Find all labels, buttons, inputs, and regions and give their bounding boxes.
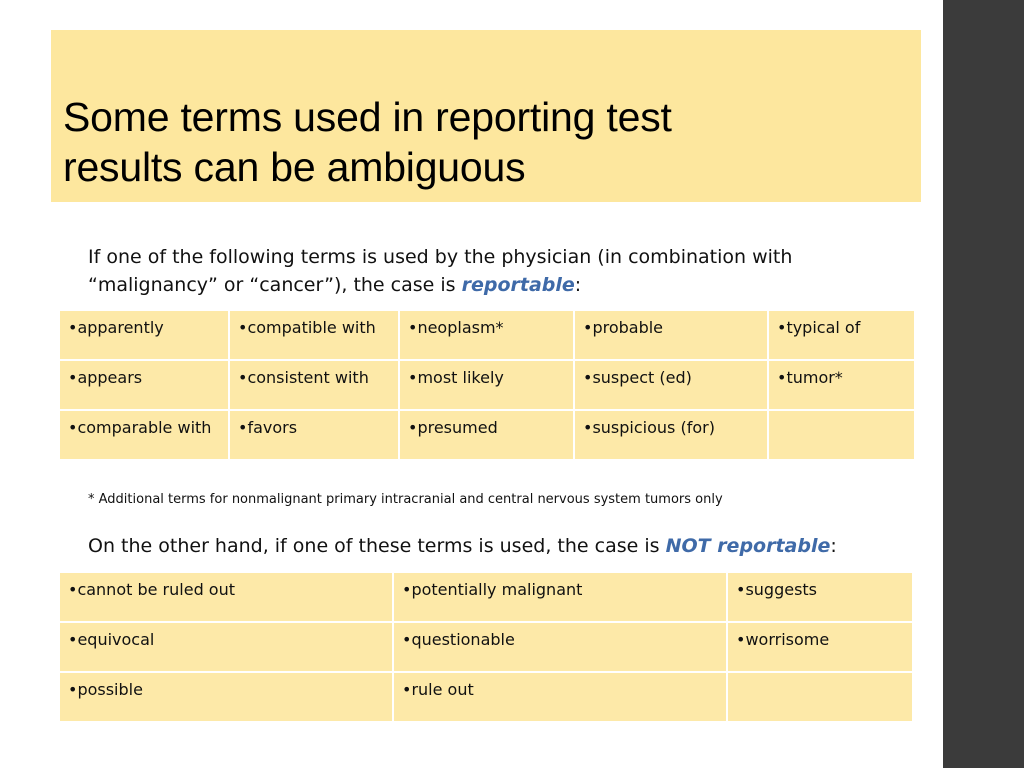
reportable-term-cell: •favors: [230, 411, 398, 459]
reportable-terms-table: [58, 309, 916, 461]
reportable-term-cell: •presumed: [400, 411, 573, 459]
not-reportable-term-cell: •worrisome: [728, 623, 912, 671]
not-reportable-term-cell: •suggests: [728, 573, 912, 621]
reportable-term-cell: •neoplasm*: [400, 311, 573, 359]
reportable-term-cell: •typical of: [769, 311, 914, 359]
reportable-term-cell: •suspicious (for): [575, 411, 767, 459]
reportable-term-row: [60, 411, 914, 459]
reportable-term-cell: •appears: [60, 361, 228, 409]
reportable-term-cell: •apparently: [60, 311, 228, 359]
intro-text: If one of the following terms is used by the physician (in combination with “malignancy” or “cancer”), the case is: [88, 246, 793, 296]
side-bar: [943, 0, 1024, 768]
not-reportable-term-cell: •questionable: [394, 623, 726, 671]
reportable-term-cell: [769, 411, 914, 459]
not-reportable-terms-table: [58, 571, 914, 723]
footnote: * Additional terms for nonmalignant primary intracranial and central nervous system tumors only: [88, 492, 723, 507]
not-reportable-terms-body: [60, 573, 912, 721]
reportable-term-row: [60, 361, 914, 409]
reportable-term-cell: •tumor*: [769, 361, 914, 409]
not-reportable-term-row: [60, 673, 912, 721]
reportable-terms-body: [60, 311, 914, 459]
not-reportable-paragraph: [88, 532, 837, 560]
reportable-term-cell: •probable: [575, 311, 767, 359]
reportable-term-cell: •consistent with: [230, 361, 398, 409]
intro-paragraph: [88, 243, 908, 299]
not-reportable-term-cell: •potentially malignant: [394, 573, 726, 621]
not-reportable-term-cell: [728, 673, 912, 721]
reportable-term-cell: •most likely: [400, 361, 573, 409]
slide-title: [63, 92, 672, 192]
not-reportable-term-cell: •rule out: [394, 673, 726, 721]
not-reportable-text: On the other hand, if one of these terms is used, the case is: [88, 535, 666, 557]
not-reportable-term-cell: •equivocal: [60, 623, 392, 671]
not-reportable-term-row: [60, 623, 912, 671]
slide-title-line-1: Some terms used in reporting test: [63, 94, 672, 140]
title-box: [51, 30, 921, 202]
not-reportable-term-cell: •cannot be ruled out: [60, 573, 392, 621]
not-reportable-term-row: [60, 573, 912, 621]
not-reportable-colon: :: [830, 535, 837, 557]
reportable-emphasis: reportable: [461, 274, 575, 296]
reportable-term-row: [60, 311, 914, 359]
not-reportable-term-cell: •possible: [60, 673, 392, 721]
slide-title-line-2: results can be ambiguous: [63, 144, 526, 190]
intro-colon: :: [574, 274, 582, 296]
reportable-term-cell: •compatible with: [230, 311, 398, 359]
reportable-term-cell: •comparable with: [60, 411, 228, 459]
reportable-term-cell: •suspect (ed): [575, 361, 767, 409]
not-reportable-emphasis: NOT reportable: [665, 535, 831, 557]
